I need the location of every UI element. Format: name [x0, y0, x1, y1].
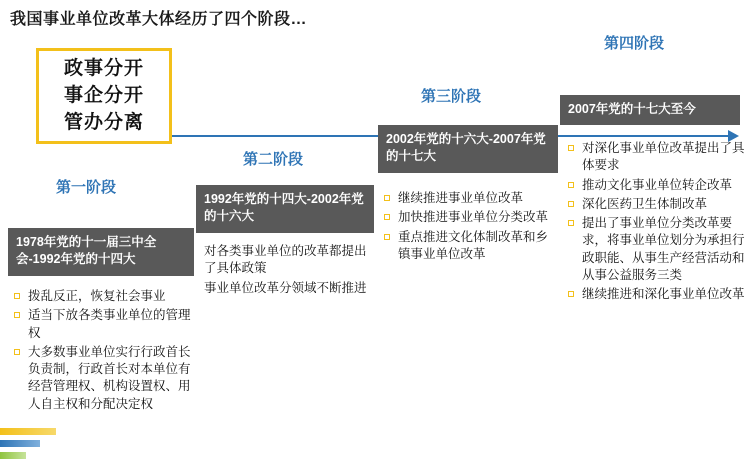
list-item: 对各类事业单位的改革都提出了具体政策 — [204, 244, 367, 276]
phase-label-2: 第二阶段 — [243, 151, 304, 168]
phase-label-3: 第三阶段 — [421, 88, 482, 105]
stage-bullets-4 — [568, 140, 746, 305]
list-item: 提出了事业单位分类改革要求，将事业单位划分为承担行政职能、从事生产经营活动和从事公益服务三类 — [568, 215, 746, 284]
list-item: 大多数事业单位实行行政首长负责制，行政首长对本单位有经营管理权、机构设置权、用人自主权和分配决定权 — [14, 344, 194, 413]
stage-bar-1: 1978年党的十一届三中全会-1992年党的十四大 — [8, 228, 194, 276]
list-item: 重点推进文化体制改革和乡镇事业单位改革 — [384, 229, 560, 264]
callout-line-1: 政事分开 — [63, 58, 144, 80]
key-principles-callout — [36, 48, 172, 144]
list-item: 适当下放各类事业单位的管理权 — [14, 307, 194, 342]
accent-bar-blue — [0, 440, 40, 447]
list-item: 加快推进事业单位分类改革 — [384, 209, 560, 226]
list-item: 对深化事业单位改革提出了具体要求 — [568, 140, 746, 175]
stage-bullets-1 — [14, 288, 194, 415]
stage-bar-4: 2007年党的十七大至今 — [560, 95, 740, 125]
list-item: 深化医药卫生体制改革 — [568, 196, 746, 213]
accent-bar-green — [0, 452, 26, 459]
page-title: 我国事业单位改革大体经历了四个阶段… — [10, 11, 308, 28]
stage-bar-3: 2002年党的十六大-2007年党的十七大 — [378, 125, 558, 173]
phase-label-4: 第四阶段 — [604, 35, 665, 52]
phase-label-1: 第一阶段 — [56, 179, 117, 196]
stage-bullets-2 — [204, 243, 376, 299]
callout-line-2: 事企分开 — [63, 85, 144, 107]
list-item: 继续推进和深化事业单位改革 — [568, 286, 746, 303]
list-item: 拨乱反正，恢复社会事业 — [14, 288, 194, 305]
stage-bullets-3 — [384, 190, 560, 265]
list-item: 推动文化事业单位转企改革 — [568, 177, 746, 194]
list-item: 事业单位改革分领域不断推进 — [204, 280, 367, 295]
list-item: 继续推进事业单位改革 — [384, 190, 560, 207]
callout-line-3: 管办分离 — [63, 111, 144, 133]
stage-bar-2: 1992年党的十四大-2002年党的十六大 — [196, 185, 374, 233]
accent-bar-yellow — [0, 428, 56, 435]
